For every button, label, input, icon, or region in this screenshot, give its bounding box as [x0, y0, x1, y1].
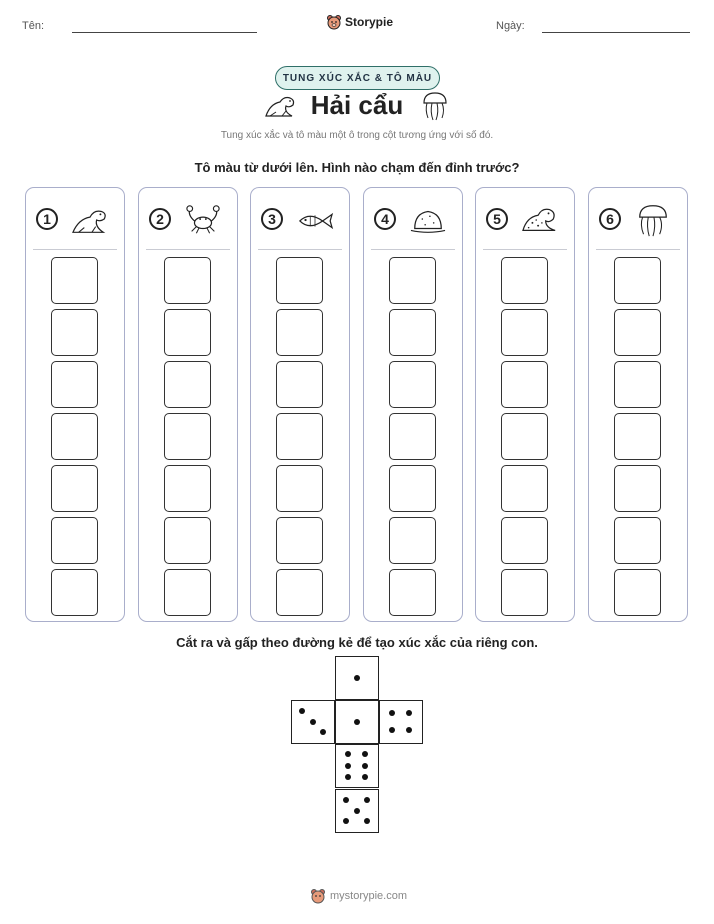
color-box[interactable]	[389, 569, 436, 616]
color-box[interactable]	[614, 257, 661, 304]
column-5	[475, 187, 575, 622]
date-line[interactable]	[542, 32, 690, 33]
spotted-seal-icon	[518, 202, 562, 238]
die-number: 6	[599, 208, 621, 230]
die-face-5	[335, 789, 379, 833]
die-pip	[343, 797, 349, 803]
jellyfish-title-icon	[420, 90, 450, 122]
color-box[interactable]	[389, 309, 436, 356]
brand-name: Storypie	[345, 15, 394, 29]
coloring-instruction: Tô màu từ dưới lên. Hình nào chạm đến đỉnh trước?	[194, 160, 520, 175]
die-number: 5	[486, 208, 508, 230]
die-number: 1	[36, 208, 58, 230]
bear-footer-icon	[310, 888, 326, 904]
die-pip	[345, 751, 351, 757]
color-box[interactable]	[614, 361, 661, 408]
die-number: 4	[374, 208, 396, 230]
die-pip	[345, 763, 351, 769]
column-header	[476, 198, 574, 242]
color-box[interactable]	[501, 465, 548, 512]
color-box[interactable]	[389, 413, 436, 460]
color-box[interactable]	[276, 517, 323, 564]
column-divider	[258, 249, 342, 250]
color-box[interactable]	[51, 517, 98, 564]
subtitle: Tung xúc xắc và tô màu một ô trong cột tương ứng với số đó.	[220, 130, 494, 141]
column-divider	[146, 249, 230, 250]
die-face-1	[335, 700, 379, 744]
cut-instruction: Cắt ra và gấp theo đường kẻ để tạo xúc xắc của riêng con.	[176, 635, 538, 650]
color-box[interactable]	[51, 569, 98, 616]
activity-badge: TUNG XÚC XẮC & TÔ MÀU	[275, 66, 440, 90]
color-box[interactable]	[51, 309, 98, 356]
fish-icon	[293, 202, 337, 238]
color-box[interactable]	[51, 413, 98, 460]
color-box[interactable]	[164, 257, 211, 304]
page-title: Hải cẩu	[310, 90, 404, 120]
die-pip	[354, 808, 360, 814]
footer	[310, 888, 407, 904]
column-header	[364, 198, 462, 242]
date-label: Ngày:	[496, 20, 525, 32]
column-divider	[596, 249, 680, 250]
name-line[interactable]	[72, 32, 257, 33]
jellyfish-icon	[631, 202, 675, 238]
color-box[interactable]	[614, 569, 661, 616]
column-3	[250, 187, 350, 622]
color-box[interactable]	[276, 361, 323, 408]
footer-url[interactable]: mystorypie.com	[330, 890, 408, 902]
die-pip	[406, 727, 412, 733]
die-pip	[310, 719, 316, 725]
color-box[interactable]	[614, 413, 661, 460]
color-box[interactable]	[51, 257, 98, 304]
die-pip	[354, 719, 360, 725]
color-box[interactable]	[501, 569, 548, 616]
color-box[interactable]	[164, 517, 211, 564]
die-pip	[345, 774, 351, 780]
color-box[interactable]	[501, 361, 548, 408]
brand-logo	[326, 14, 393, 30]
column-divider	[483, 249, 567, 250]
die-face-4	[379, 700, 423, 744]
color-box[interactable]	[614, 517, 661, 564]
color-box[interactable]	[276, 569, 323, 616]
color-box[interactable]	[51, 361, 98, 408]
color-box[interactable]	[614, 309, 661, 356]
color-box[interactable]	[276, 465, 323, 512]
column-divider	[371, 249, 455, 250]
color-box[interactable]	[389, 465, 436, 512]
color-box[interactable]	[501, 413, 548, 460]
color-box[interactable]	[501, 309, 548, 356]
die-pip	[354, 675, 360, 681]
die-pip	[389, 727, 395, 733]
rock-icon	[406, 202, 450, 238]
color-box[interactable]	[276, 413, 323, 460]
column-1	[25, 187, 125, 622]
column-6	[588, 187, 688, 622]
sea-lion-icon	[68, 202, 112, 238]
die-face-3	[291, 700, 335, 744]
color-box[interactable]	[164, 569, 211, 616]
color-box[interactable]	[501, 257, 548, 304]
die-pip	[406, 710, 412, 716]
color-box[interactable]	[389, 361, 436, 408]
die-pip	[362, 774, 368, 780]
die-pip	[320, 729, 326, 735]
color-box[interactable]	[389, 257, 436, 304]
color-box[interactable]	[164, 413, 211, 460]
column-header	[589, 198, 687, 242]
die-pip	[362, 763, 368, 769]
die-pip	[364, 797, 370, 803]
die-face-6	[335, 744, 379, 788]
die-pip	[362, 751, 368, 757]
column-header	[251, 198, 349, 242]
color-box[interactable]	[164, 465, 211, 512]
column-2	[138, 187, 238, 622]
color-box[interactable]	[164, 309, 211, 356]
color-box[interactable]	[164, 361, 211, 408]
name-label: Tên:	[22, 20, 45, 32]
die-pip	[299, 708, 305, 714]
column-divider	[33, 249, 117, 250]
die-pip	[343, 818, 349, 824]
color-box[interactable]	[276, 309, 323, 356]
color-box[interactable]	[51, 465, 98, 512]
color-box[interactable]	[389, 517, 436, 564]
die-pip	[389, 710, 395, 716]
color-box[interactable]	[276, 257, 323, 304]
column-4	[363, 187, 463, 622]
die-face-1	[335, 656, 379, 700]
bear-logo-icon	[326, 14, 342, 30]
crab-icon	[181, 202, 225, 238]
color-box[interactable]	[614, 465, 661, 512]
column-header	[139, 198, 237, 242]
die-number: 2	[149, 208, 171, 230]
column-header	[26, 198, 124, 242]
color-box[interactable]	[501, 517, 548, 564]
die-number: 3	[261, 208, 283, 230]
die-pip	[364, 818, 370, 824]
